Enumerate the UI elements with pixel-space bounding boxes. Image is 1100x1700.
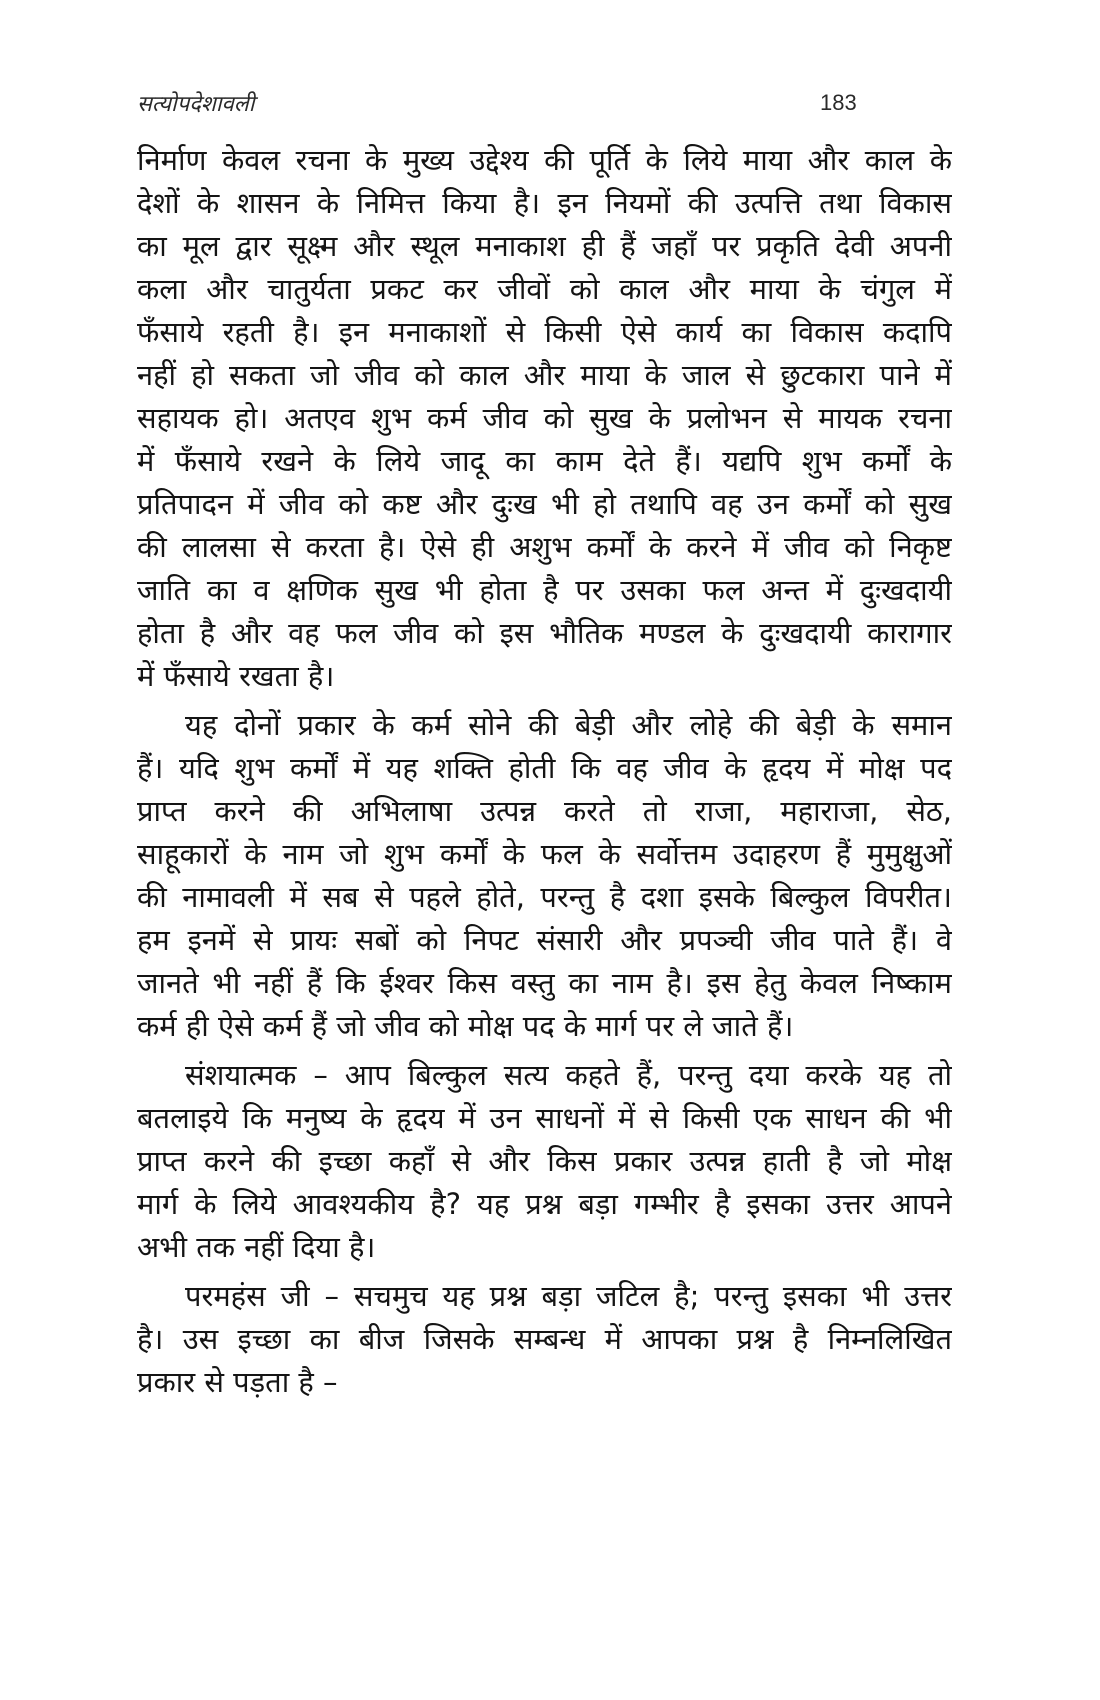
text-line: अभी तक नहीं दिया है। xyxy=(137,1230,376,1264)
text-line: की नामावली में सब से पहले होते, परन्तु है दशा इसके बिल्कुल विपरीत। xyxy=(137,880,952,914)
paragraph xyxy=(137,1275,952,1404)
running-header-title: सत्योपदेशावली xyxy=(137,92,255,117)
text-line: प्रकार से पड़ता है – xyxy=(137,1365,338,1399)
text-line: होता है और वह फल जीव को इस भौतिक मण्डल के दुःखदायी कारागार xyxy=(137,616,952,650)
page-number: 183 xyxy=(820,90,857,115)
paragraph xyxy=(137,1054,952,1269)
text-line: बतलाइये कि मनुष्य के हृदय में उन साधनों में से किसी एक साधन की भी xyxy=(137,1101,952,1135)
text-line: में फँसाये रखने के लिये जादू का काम देते हैं। यद्यपि शुभ कर्मों के xyxy=(137,444,952,478)
text-line: परमहंस जी – सचमुच यह प्रश्न बड़ा जटिल है; परन्तु इसका भी उत्तर xyxy=(185,1279,952,1313)
text-line: जाति का व क्षणिक सुख भी होता है पर उसका फल अन्त में दुःखदायी xyxy=(137,573,952,607)
text-line: साहूकारों के नाम जो शुभ कर्मों के फल के सर्वोत्तम उदाहरण हैं मुमुक्षुओं xyxy=(137,837,952,871)
text-line: का मूल द्वार सूक्ष्म और स्थूल मनाकाश ही हैं जहाँ पर प्रकृति देवी अपनी xyxy=(137,229,952,263)
text-line: सहायक हो। अतएव शुभ कर्म जीव को सुख के प्रलोभन से मायक रचना xyxy=(137,401,952,435)
paragraph xyxy=(137,139,952,698)
text-line: निर्माण केवल रचना के मुख्य उद्देश्य की पूर्ति के लिये माया और काल के xyxy=(137,143,952,177)
text-line: नहीं हो सकता जो जीव को काल और माया के जाल से छुटकारा पाने में xyxy=(137,358,952,392)
text-line: यह दोनों प्रकार के कर्म सोने की बेड़ी और लोहे की बेड़ी के समान xyxy=(185,708,952,742)
text-line: मार्ग के लिये आवश्यकीय है? यह प्रश्न बड़ा गम्भीर है इसका उत्तर आपने xyxy=(137,1187,952,1221)
text-line: है। उस इच्छा का बीज जिसके सम्बन्ध में आपका प्रश्न है निम्नलिखित xyxy=(137,1322,952,1356)
text-line: कला और चातुर्यता प्रकट कर जीवों को काल और माया के चंगुल में xyxy=(137,272,952,306)
page-body xyxy=(137,139,952,1404)
text-line: कर्म ही ऐसे कर्म हैं जो जीव को मोक्ष पद के मार्ग पर ले जाते हैं। xyxy=(137,1009,794,1043)
text-line: प्रतिपादन में जीव को कष्ट और दुःख भी हो तथापि वह उन कर्मों को सुख xyxy=(137,487,952,521)
text-line: देशों के शासन के निमित्त किया है। इन नियमों की उत्पत्ति तथा विकास xyxy=(137,186,952,220)
text-line: की लालसा से करता है। ऐसे ही अशुभ कर्मों के करने में जीव को निकृष्ट xyxy=(137,530,952,564)
text-line: में फँसाये रखता है। xyxy=(137,659,335,693)
text-line: हैं। यदि शुभ कर्मों में यह शक्ति होती कि वह जीव के हृदय में मोक्ष पद xyxy=(137,751,952,785)
paragraph xyxy=(137,704,952,1048)
text-line: प्राप्त करने की इच्छा कहाँ से और किस प्रकार उत्पन्न हाती है जो मोक्ष xyxy=(137,1144,952,1178)
text-line: संशयात्मक – आप बिल्कुल सत्य कहते हैं, परन्तु दया करके यह तो xyxy=(185,1058,952,1092)
text-line: प्राप्त करने की अभिलाषा उत्पन्न करते तो राजा, महाराजा, सेठ, xyxy=(137,794,952,828)
text-line: फँसाये रहती है। इन मनाकाशों से किसी ऐसे कार्य का विकास कदापि xyxy=(137,315,952,349)
text-line: हम इनमें से प्रायः सबों को निपट संसारी और प्रपञ्ची जीव पाते हैं। वे xyxy=(137,923,952,957)
text-line: जानते भी नहीं हैं कि ईश्वर किस वस्तु का नाम है। इस हेतु केवल निष्काम xyxy=(137,966,952,1000)
